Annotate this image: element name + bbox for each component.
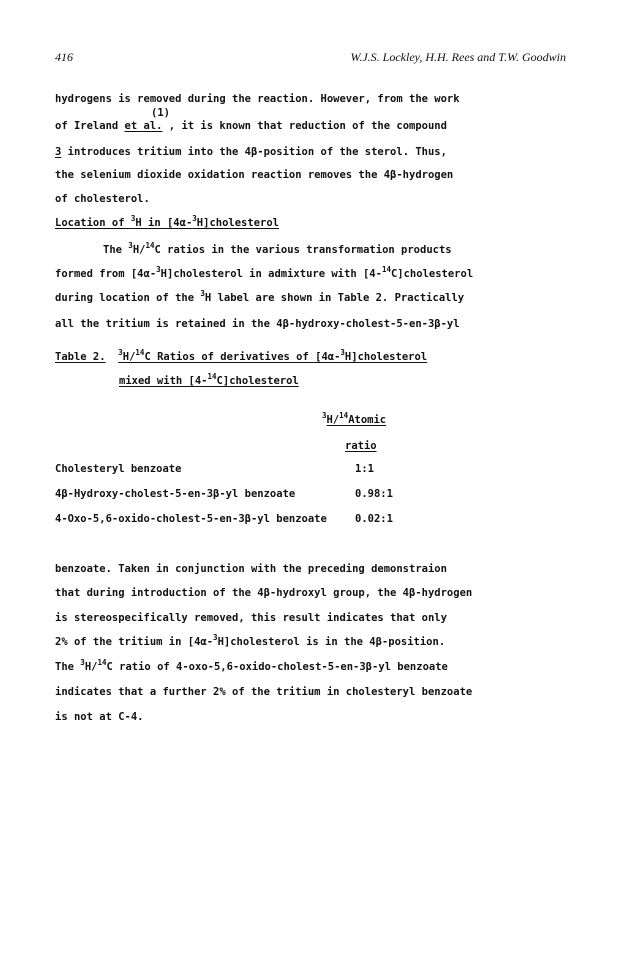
text: mixed with [4- (119, 375, 208, 387)
superscript: 3 (118, 348, 123, 357)
superscript: 14 (97, 658, 107, 667)
section-heading-text: H in [4α- (135, 217, 193, 229)
table-row-ratio: 0.02:1 (355, 513, 393, 525)
table-column-header-ratio: ratio (345, 440, 377, 452)
text: C ratios in the various transformation products (154, 244, 452, 256)
text: The (103, 244, 129, 256)
text: formed from [4α- (55, 268, 157, 280)
table-caption (55, 348, 428, 363)
superscript: 3 (322, 411, 327, 420)
table-caption-line2 (119, 372, 299, 387)
text: C]cholesterol (390, 268, 474, 280)
text: C ratio of 4-oxo-5,6-oxido-cholest-5-en-3β-yl benzoate (106, 661, 448, 673)
para2-line1 (103, 241, 452, 256)
para2-line4: all the tritium is retained in the 4β-hydroxy-cholest-5-en-3β-yl (55, 318, 460, 330)
table-row-ratio: 0.98:1 (355, 488, 393, 500)
para1-line4: the selenium dioxide oxidation reaction removes the 4β-hydrogen (55, 169, 454, 181)
text: H/ (326, 414, 340, 426)
text: H]cholesterol is in the 4β-position. (217, 636, 446, 648)
superscript: 3 (192, 214, 197, 223)
column-header-label (326, 411, 387, 426)
table-caption-title (118, 348, 428, 363)
para1-line1: hydrogens is removed during the reaction. However, from the work (55, 93, 460, 105)
superscript: 3 (130, 214, 136, 223)
section-heading-text: Location of (55, 217, 131, 229)
superscript: 3 (340, 348, 345, 357)
text: C]cholesterol (216, 375, 299, 387)
section-heading (55, 214, 279, 229)
table-row-compound: Cholesteryl benzoate (55, 463, 182, 475)
superscript: 3 (200, 289, 205, 298)
para3-line2: that during introduction of the 4β-hydroxyl group, the 4β-hydrogen (55, 587, 473, 599)
text: C Ratios of derivatives of [4α- (144, 351, 341, 363)
para3-line3: is stereospecifically removed, this result indicates that only (55, 612, 447, 624)
para3-line4 (55, 633, 446, 648)
table-row-compound: 4-Oxo-5,6-oxido-cholest-5-en-3β-yl benzoate (55, 513, 327, 525)
para2-line3 (55, 289, 465, 304)
superscript: 14 (339, 411, 349, 420)
para3-line1: benzoate. Taken in conjunction with the preceding demonstraion (55, 563, 447, 575)
para2-line2 (55, 265, 474, 280)
superscript: 14 (381, 265, 391, 274)
superscript: 3 (213, 633, 218, 642)
superscript: 3 (156, 265, 161, 274)
para1-line2 (55, 120, 447, 132)
text: H/ (84, 661, 98, 673)
text: during location of the (55, 292, 201, 304)
text: H]cholesterol in admixture with [4- (160, 268, 382, 280)
text: Atomic (348, 414, 387, 426)
text: H]cholesterol (344, 351, 428, 363)
table-label: Table 2. (55, 351, 106, 363)
section-heading-text: H]cholesterol (196, 217, 279, 229)
reference-mark: (1) (151, 107, 170, 119)
superscript: 3 (80, 658, 85, 667)
running-header-authors: W.J.S. Lockley, H.H. Rees and T.W. Goodwin (350, 50, 566, 64)
compound-number: 3 (55, 146, 62, 158)
table-column-header (322, 411, 387, 426)
table-row-ratio: 1:1 (355, 463, 374, 475)
para1-line3 (55, 146, 447, 158)
para1-line2-text: of Ireland (55, 120, 125, 132)
para1-line5: of cholesterol. (55, 193, 150, 205)
text: H/ (132, 244, 146, 256)
para1-line3-text: introduces tritium into the 4β-position of the sterol. Thus, (61, 146, 447, 158)
superscript: 14 (207, 372, 217, 381)
text: 2% of the tritium in [4α- (55, 636, 214, 648)
para1-line2-text-end: , it is known that reduction of the compound (162, 120, 447, 132)
text: H/ (122, 351, 136, 363)
superscript: 14 (145, 241, 155, 250)
et-al-citation: et al. (124, 120, 163, 132)
para3-line5 (55, 658, 448, 673)
table-row-compound: 4β-Hydroxy-cholest-5-en-3β-yl benzoate (55, 488, 296, 500)
text: The (55, 661, 81, 673)
superscript: 3 (128, 241, 133, 250)
para3-line6: indicates that a further 2% of the tritium in cholesteryl benzoate (55, 686, 473, 698)
para3-line7: is not at C-4. (55, 711, 144, 723)
page-number: 416 (55, 50, 73, 64)
text: H label are shown in Table 2. Practically (204, 292, 465, 304)
superscript: 14 (135, 348, 145, 357)
